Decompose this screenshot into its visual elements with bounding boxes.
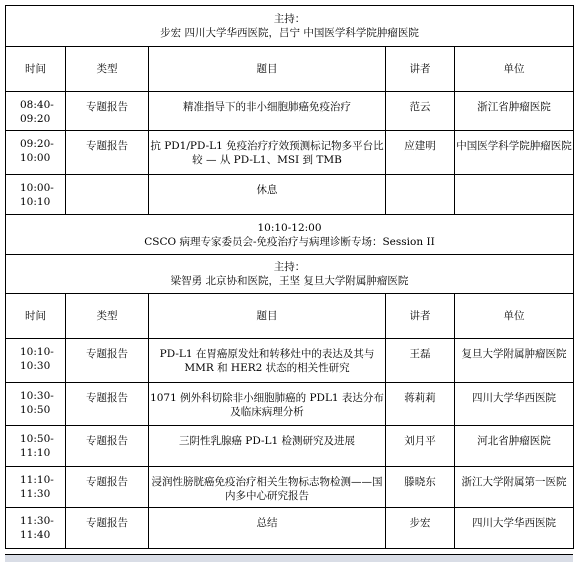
- chair-names: 步宏 四川大学华西医院，吕宁 中国医学科学院肿瘤医院: [160, 27, 419, 39]
- session2-title-row: [6, 215, 574, 255]
- row-title: 总结: [149, 508, 386, 549]
- row-type: 专题报告: [66, 339, 149, 383]
- row-title: 休息: [149, 175, 386, 215]
- header-speaker: 讲者: [386, 294, 455, 339]
- row-type: [66, 175, 149, 215]
- row-unit: 中国医学科学院肿瘤医院: [455, 131, 574, 175]
- row-time: 10:10-10:30: [6, 339, 66, 383]
- session1-chair-row: [6, 6, 574, 47]
- header-time: 时间: [6, 294, 66, 339]
- table-row: [6, 467, 574, 508]
- table-row: [6, 92, 574, 131]
- chair-label: 主持：: [273, 13, 306, 25]
- row-speaker: 蒋莉莉: [386, 383, 455, 426]
- row-type: 专题报告: [66, 383, 149, 426]
- row-time: 10:00-10:10: [6, 175, 66, 215]
- row-time: 11:30-11:40: [6, 508, 66, 549]
- row-type: 专题报告: [66, 467, 149, 508]
- row-type: 专题报告: [66, 426, 149, 467]
- header-title: 题目: [149, 47, 386, 92]
- table-row: [6, 339, 574, 383]
- schedule-table: [5, 5, 574, 549]
- row-title: 三阴性乳腺癌 PD-L1 检测研究及进展: [149, 426, 386, 467]
- table-row: [6, 131, 574, 175]
- row-unit: 复旦大学附属肿瘤医院: [455, 339, 574, 383]
- row-unit: [455, 175, 574, 215]
- session2-chair-cell: [6, 255, 574, 294]
- session1-chair-cell: [6, 6, 574, 47]
- table-header-row: [6, 294, 574, 339]
- row-title: 精准指导下的非小细胞肺癌免疫治疗: [149, 92, 386, 131]
- table-row: [6, 508, 574, 549]
- header-type: 类型: [66, 47, 149, 92]
- row-speaker: 应建明: [386, 131, 455, 175]
- table-header-row: [6, 47, 574, 92]
- row-unit: 四川大学华西医院: [455, 508, 574, 549]
- row-type: 专题报告: [66, 508, 149, 549]
- table-row: [6, 175, 574, 215]
- header-speaker: 讲者: [386, 47, 455, 92]
- row-time: 11:10-11:30: [6, 467, 66, 508]
- row-unit: 四川大学华西医院: [455, 383, 574, 426]
- row-unit: 河北省肿瘤医院: [455, 426, 574, 467]
- row-title: 浸润性膀胱癌免疫治疗相关生物标志物检测——国内多中心研究报告: [149, 467, 386, 508]
- row-time: 10:50-11:10: [6, 426, 66, 467]
- row-speaker: 步宏: [386, 508, 455, 549]
- row-speaker: 范云: [386, 92, 455, 131]
- row-time: 10:30-10:50: [6, 383, 66, 426]
- table-row: [6, 383, 574, 426]
- row-title: 抗 PD1/PD-L1 免疫治疗疗效预测标记物多平台比较 — 从 PD-L1、MSI 到 TMB: [149, 131, 386, 175]
- row-speaker: 滕晓东: [386, 467, 455, 508]
- header-unit: 单位: [455, 294, 574, 339]
- row-title: 1071 例外科切除非小细胞肺癌的 PDL1 表达分布及临床病理分析: [149, 383, 386, 426]
- row-speaker: 王磊: [386, 339, 455, 383]
- row-unit: 浙江大学附属第一医院: [455, 467, 574, 508]
- table-row: [6, 426, 574, 467]
- row-speaker: [386, 175, 455, 215]
- session2-title: CSCO 病理专家委员会-免疫治疗与病理诊断专场：Session II: [144, 235, 435, 248]
- chair-label: 主持：: [273, 261, 306, 273]
- header-title: 题目: [149, 294, 386, 339]
- header-time: 时间: [6, 47, 66, 92]
- chair-names: 梁智勇 北京协和医院，王坚 复旦大学附属肿瘤医院: [170, 275, 409, 287]
- row-type: 专题报告: [66, 92, 149, 131]
- header-type: 类型: [66, 294, 149, 339]
- header-unit: 单位: [455, 47, 574, 92]
- row-type: 专题报告: [66, 131, 149, 175]
- row-title: PD-L1 在胃癌原发灶和转移灶中的表达及其与 MMR 和 HER2 状态的相关性研究: [149, 339, 386, 383]
- session2-title-cell: [6, 215, 574, 255]
- row-time: 09:20-10:00: [6, 131, 66, 175]
- row-time: 08:40-09:20: [6, 92, 66, 131]
- row-unit: 浙江省肿瘤医院: [455, 92, 574, 131]
- session2-chair-row: [6, 255, 574, 294]
- row-speaker: 刘月平: [386, 426, 455, 467]
- session2-time: 10:10-12:00: [257, 221, 322, 234]
